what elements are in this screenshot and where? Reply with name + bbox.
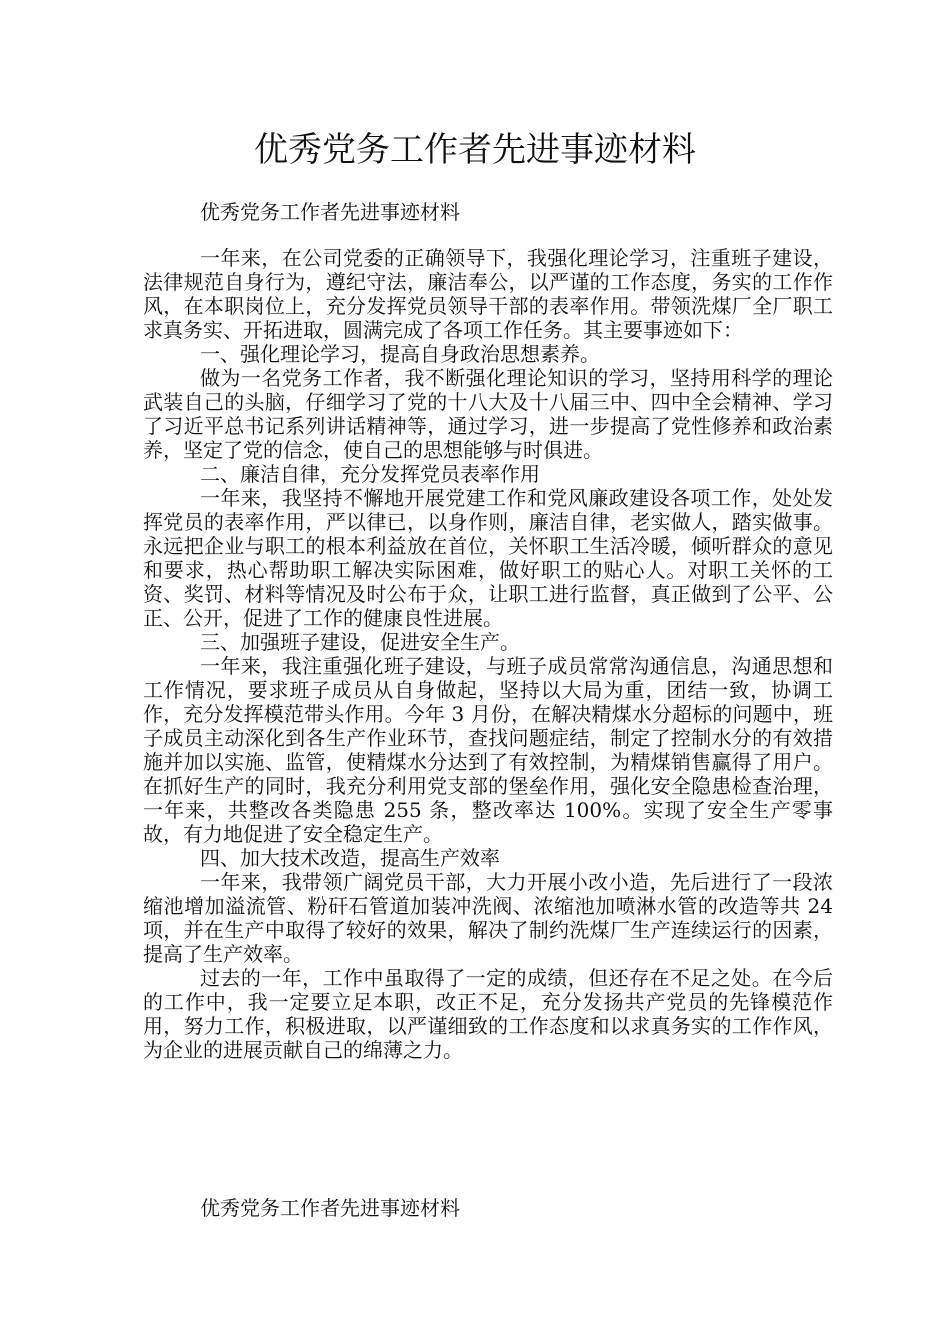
- document-title: 优秀党务工作者先进事迹材料: [254, 130, 696, 170]
- paragraph-intro: 一年来，在公司党委的正确领导下，我强化理论学习，注重班子建设，法律规范自身行为，遵纪守法，廉洁奉公，以严谨的工作态度，务实的工作作风，在本职岗位上，充分发挥党员领导干部的表率作用。带领洗煤厂全厂职工求真务实、开拓进取，圆满完成了各项工作任务。其主要事迹如下：: [143, 246, 833, 342]
- section-heading-4: 四、加大技术改造，提高生产效率: [200, 846, 500, 870]
- section-heading-2: 二、廉洁自律，充分发挥党员表率作用: [200, 462, 540, 486]
- paragraph-section-4: 一年来，我带领广阔党员干部，大力开展小改小造，先后进行了一段浓缩池增加溢流管、粉矸石管道加装冲洗阀、浓缩池加喷淋水管的改造等共 24 项，并在生产中取得了较好的效果，解决了制约洗煤厂生产连续运行的因素，提高了生产效率。: [143, 870, 833, 966]
- section-heading-3: 三、加强班子建设，促进安全生产。: [200, 630, 520, 654]
- document-body: [143, 246, 833, 1062]
- document-footer: 优秀党务工作者先进事迹材料: [200, 1196, 460, 1220]
- paragraph-section-1: 做为一名党务工作者，我不断强化理论知识的学习，坚持用科学的理论武装自己的头脑，仔细学习了党的十八大及十八届三中、四中全会精神、学习了习近平总书记系列讲话精神等，通过学习，进一步提高了党性修养和政治素养，坚定了党的信念，使自己的思想能够与时俱进。: [143, 366, 833, 462]
- paragraph-conclusion: 过去的一年，工作中虽取得了一定的成绩，但还存在不足之处。在今后的工作中，我一定要立足本职，改正不足，充分发扬共产党员的先锋模范作用，努力工作，积极进取，以严谨细致的工作态度和以求真务实的工作作风，为企业的进展贡献自己的绵薄之力。: [143, 966, 833, 1062]
- document-subtitle: 优秀党务工作者先进事迹材料: [200, 200, 460, 224]
- paragraph-section-2: 一年来，我坚持不懈地开展党建工作和党风廉政建设各项工作，处处发挥党员的表率作用，严以律已，以身作则，廉洁自律，老实做人，踏实做事。永远把企业与职工的根本利益放在首位，关怀职工生活冷暖，倾听群众的意见和要求，热心帮助职工解决实际困难，做好职工的贴心人。对职工关怀的工资、奖罚、材料等情况及时公布于众，让职工进行监督，真正做到了公平、公正、公开，促进了工作的健康良性进展。: [143, 486, 833, 630]
- paragraph-section-3: 一年来，我注重强化班子建设，与班子成员常常沟通信息，沟通思想和工作情况，要求班子成员从自身做起，坚持以大局为重，团结一致，协调工作，充分发挥模范带头作用。今年 3 月份，在解决精煤水分超标的问题中，班子成员主动深化到各生产作业环节，查找问题症结，制定了控制水分的有效措施并加以实施、监管，使精煤水分达到了有效控制，为精煤销售赢得了用户。在抓好生产的同时，我充分利用党支部的堡垒作用，强化安全隐患检查治理，一年来，共整改各类隐患 255 条，整改率达 100%。实现了安全生产零事故，有力地促进了安全稳定生产。: [143, 654, 833, 846]
- section-heading-1: 一、强化理论学习，提高自身政治思想素养。: [200, 342, 600, 366]
